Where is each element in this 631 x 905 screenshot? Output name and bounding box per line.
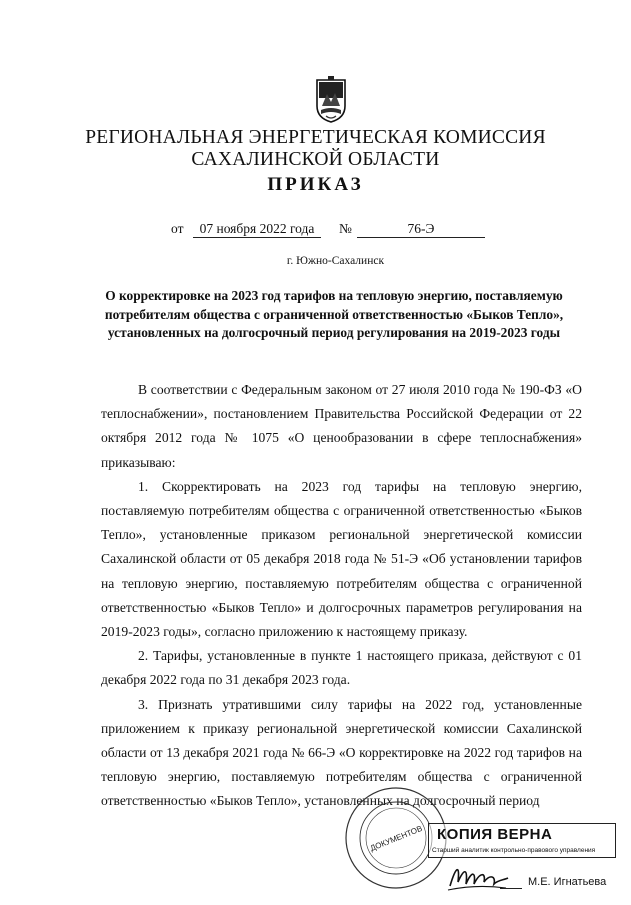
number-field [357, 221, 485, 238]
signature-line [500, 888, 522, 889]
date-field [193, 221, 321, 238]
commission-title-line2: САХАЛИНСКОЙ ОБЛАСТИ [191, 149, 440, 170]
number-sign: № [339, 221, 352, 236]
date-prefix: от [171, 221, 184, 236]
order-body [101, 378, 582, 814]
paragraph-3: 3. Признать утратившими силу тарифы на 2022 год, установленные приложением к приказу региональной энергетической комиссии Сахалинской области от 13 декабря 2021 года № 66-Э «О корректировке на 2022 год тарифов на тепловую энергию, поставляемую потребителям общества с ограниченной ответственностью «Быков Тепло», установленных на долгосрочный период [101, 696, 582, 809]
paragraph-2: 2. Тарифы, установленные в пункте 1 настоящего приказа, действуют с 01 декабря 2022 года по 31 декабря 2023 года. [101, 648, 582, 688]
order-subject: О корректировке на 2023 год тарифов на тепловую энергию, поставляемую потребителям общества с ограниченной ответственностью «Быков Тепло», установленных на долгосрочный период регулирования на 2019-2023 годы [104, 288, 564, 340]
document-type: ПРИКАЗ [267, 174, 364, 195]
coat-of-arms-icon [313, 76, 349, 124]
order-number: 76-Э [357, 221, 485, 238]
copy-certified-stamp [428, 823, 616, 858]
paragraph-1: 1. Скорректировать на 2023 год тарифы на тепловую энергию, поставляемую потребителям общества с ограниченной ответственностью «Быков Тепло», установленные приказом региональной энергетической комиссии Сахалинской области от 05 декабря 2018 года № 51-Э «Об установлении тарифов на тепловую энергию, поставляемую потребителям общества с ограниченной ответственностью «Быков Тепло» и долгосрочных параметров регулирования на 2019-2023 годы», согласно приложению к настоящему приказу. [101, 478, 582, 640]
city: г. Южно-Сахалинск [286, 255, 385, 267]
copy-stamp-title: КОПИЯ ВЕРНА [437, 826, 553, 843]
round-stamp-text: ДОКУМЕНТОВ [368, 823, 424, 854]
copy-stamp-name: М.Е. Игнатьева [528, 876, 607, 888]
order-date: 07 ноября 2022 года [193, 221, 321, 238]
copy-stamp-position: Старший аналитик контрольно-правового управления [432, 847, 596, 854]
commission-title-line1: РЕГИОНАЛЬНАЯ ЭНЕРГЕТИЧЕСКАЯ КОМИССИЯ [85, 127, 546, 148]
paragraph-preamble: В соответствии с Федеральным законом от 27 июля 2010 года № 190-ФЗ «О теплоснабжении», постановлением Правительства Российской Федерации от 22 октября 2012 года № 1075 «О ценообразовании в сфере теплоснабжения» приказываю: [101, 382, 582, 470]
